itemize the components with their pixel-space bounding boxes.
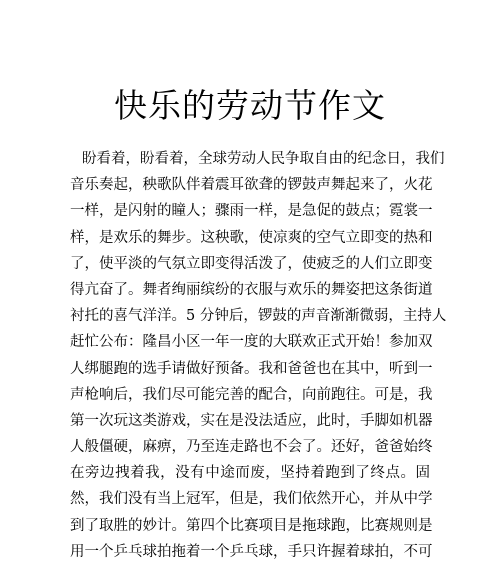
body-line: 盼看着，盼看着，全球劳动人民争取自由的纪念日，我们 (82, 151, 445, 167)
body-line: 然，我们没有当上冠军，但是，我们依然开心，并从中学 (70, 491, 433, 508)
body-line: 衬托的喜气洋洋。5 分钟后，锣鼓的声音渐渐微弱，主持人 (70, 308, 447, 325)
document-title: 快乐的劳动节作文 (114, 86, 386, 125)
body-line: 到了取胜的妙计。第四个比赛项目是拖球跑，比赛规则是 (70, 517, 433, 534)
body-line: 人般僵硬，麻痹，乃至连走路也不会了。还好，爸爸始终 (70, 439, 433, 456)
body-line: 声枪响后，我们尽可能完善的配合，向前跑往。可是，我 (70, 386, 433, 403)
body-line: 得亢奋了。舞者绚丽缤纷的衣服与欢乐的舞姿把这条街道 (70, 281, 433, 298)
body-line: 第一次玩这类游戏，实在是没法适应，此时，手脚如机器 (70, 412, 433, 429)
body-line: 样，是欢乐的舞步。这秧歌，使凉爽的空气立即变的热和 (70, 229, 433, 246)
document-body (70, 146, 447, 565)
body-line: 音乐奏起，秧歌队伴着震耳欲聋的锣鼓声舞起来了，火花 (70, 177, 433, 194)
body-line: 赶忙公布：隆昌小区一年一度的大联欢正式开始！参加双 (70, 334, 433, 351)
body-line: 在旁边拽着我，没有中途而废，坚持着跑到了终点。固 (70, 465, 430, 482)
body-line: 一样，是闪射的瞳人；骤雨一样，是急促的鼓点；霓裳一 (70, 203, 433, 220)
body-line: 了，使平淡的气氛立即变得活泼了，使疲乏的人们立即变 (70, 255, 433, 272)
body-line: 用一个乒乓球拍拖着一个乒乓球，手只许握着球拍，不可 (70, 543, 433, 560)
body-line: 人绑腿跑的选手请做好预备。我和爸爸也在其中，听到一 (70, 360, 433, 377)
